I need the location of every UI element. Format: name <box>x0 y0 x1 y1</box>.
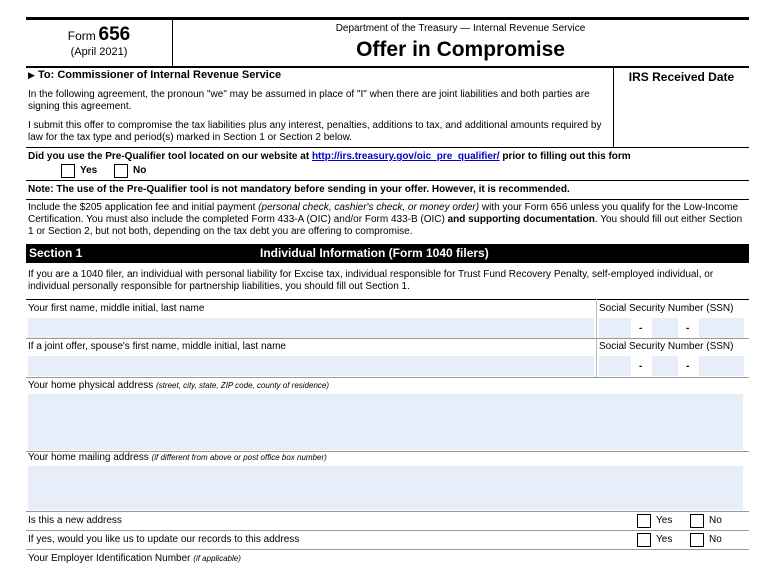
new-address-label: Is this a new address <box>28 515 122 526</box>
section-1-label: Section 1 <box>29 246 83 260</box>
ssn-dash-2: - <box>686 323 690 334</box>
name-row-rule <box>26 338 749 339</box>
agency: Department of the Treasury — Internal Revenue Service <box>335 23 586 34</box>
form-id <box>26 24 172 46</box>
ssn-dash-1: - <box>639 323 643 334</box>
prequalifier-rule <box>26 180 749 181</box>
pronoun-note: In the following agreement, the pronoun "we" may be assumed in place of "I" when there are joint liabilities and both parties are signing this agreement. <box>28 89 590 112</box>
new-address-yes-label: Yes <box>656 515 673 526</box>
prequalifier-no-checkbox[interactable] <box>114 164 128 178</box>
ssn-part3-input[interactable] <box>699 318 744 338</box>
note-rule <box>26 199 749 200</box>
ssn-part2-input[interactable] <box>652 318 678 338</box>
spouse-ssn-part3-input[interactable] <box>699 356 744 376</box>
section-1-title: Individual Information (Form 1040 filers) <box>260 246 489 260</box>
spouse-ssn-dash-1: - <box>639 361 643 372</box>
form-word: Form <box>67 29 96 43</box>
page-title: Offer in Compromise <box>356 38 565 61</box>
prequalifier-yes-checkbox[interactable] <box>61 164 75 178</box>
mailing-address-rule <box>26 511 749 512</box>
home-address-label: Your home physical address (street, city, state, ZIP code, county of residence) <box>28 380 330 391</box>
spouse-ssn-part2-input[interactable] <box>652 356 678 376</box>
new-address-rule <box>26 530 749 531</box>
mailing-address-label: Your home mailing address (if different from above or post office box number) <box>28 452 327 463</box>
section-1-description: If you are a 1040 filer, an individual with personal liability for Excise tax, individual responsible for Trust Fund Recovery Penalty, self-employed individual, or individual personally responsible for partnership liabilities, you should fill out Section 1. <box>28 269 714 292</box>
home-address-input[interactable] <box>28 394 743 450</box>
update-records-rule <box>26 549 749 550</box>
new-address-yes-checkbox[interactable] <box>637 514 651 528</box>
to-line: ▶ To: Commissioner of Internal Revenue Service <box>28 69 282 81</box>
spouse-label: If a joint offer, spouse's first name, middle initial, last name <box>28 341 286 352</box>
arrow-right-icon: ▶ <box>28 70 35 80</box>
section-1-header <box>26 244 749 263</box>
prequalifier-link[interactable]: http://irs.treasury.gov/oic_pre_qualifier/ <box>311 151 500 162</box>
update-records-no-checkbox[interactable] <box>690 533 704 547</box>
update-records-yes-checkbox[interactable] <box>637 533 651 547</box>
spouse-name-input[interactable] <box>28 356 594 376</box>
name-label: Your first name, middle initial, last name <box>28 303 205 314</box>
form-number: 656 <box>98 24 131 45</box>
prequalifier-question: Did you use the Pre-Qualifier tool located on our website at http://irs.treasury.gov/oic_pre_qualifier/ prior to filling out this form <box>28 151 631 162</box>
ein-label: Your Employer Identification Number (if applicable) <box>28 553 241 564</box>
intro-bottom-rule <box>26 147 749 148</box>
irs-received-date: IRS Received Date <box>628 70 735 84</box>
submit-note: I submit this offer to compromise the tax liabilities plus any interest, penalties, additions to tax, and additional amounts required by law for the tax type and period(s) marked in Section 1 or Section 2 below. <box>28 120 602 143</box>
section-1-rule <box>26 299 749 300</box>
top-rule <box>26 17 749 20</box>
prequalifier-yes-label: Yes <box>80 165 98 176</box>
new-address-no-label: No <box>709 515 722 526</box>
prequalifier-no-label: No <box>133 165 147 176</box>
ssn-label: Social Security Number (SSN) <box>599 303 734 314</box>
spouse-ssn-label: Social Security Number (SSN) <box>599 341 734 352</box>
ssn-part1-input[interactable] <box>599 318 631 338</box>
new-address-no-checkbox[interactable] <box>690 514 704 528</box>
header-bottom-rule <box>26 66 749 68</box>
spouse-row-rule <box>26 377 749 378</box>
prequalifier-note: Note: The use of the Pre-Qualifier tool is not mandatory before sending in your offer. However, it is recommended. <box>28 184 570 195</box>
spouse-ssn-part1-input[interactable] <box>599 356 631 376</box>
update-records-yes-label: Yes <box>656 534 673 545</box>
form-date: (April 2021) <box>70 46 128 58</box>
spouse-ssn-dash-2: - <box>686 361 690 372</box>
mailing-address-input[interactable] <box>28 466 743 510</box>
update-records-label: If yes, would you like us to update our records to this address <box>28 534 300 545</box>
name-input[interactable] <box>28 318 594 338</box>
fee-note: Include the $205 application fee and initial payment (personal check, cashier's check, or money order) with your Form 656 unless you qualify for the Low-Income Certification. You must also include the completed Form 433-A (OIC) and/or Form 433-B (OIC) and supporting documentation. You should fill out either Section 1 or Section 2, but not both, depending on the tax debt you are offering to compromise. <box>28 202 743 237</box>
update-records-no-label: No <box>709 534 722 545</box>
